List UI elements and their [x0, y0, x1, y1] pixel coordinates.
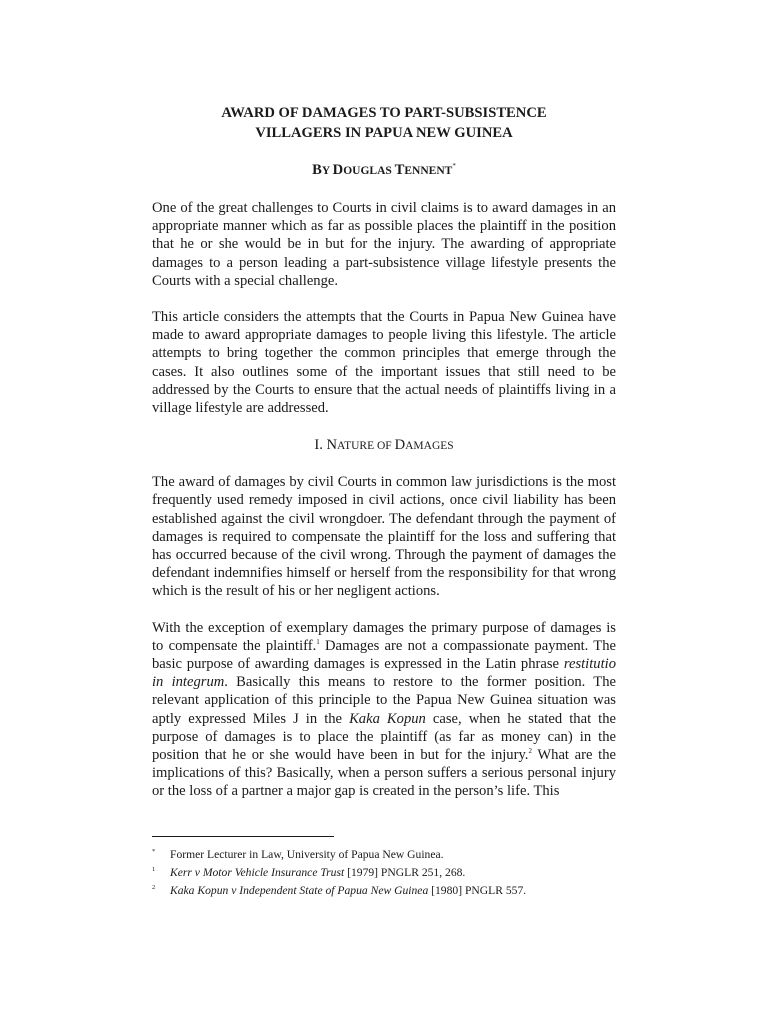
footnote-mark: 2: [152, 884, 156, 891]
section-paragraph-1: The award of damages by civil Courts in common law jurisdictions is the most frequently used remedy imposed in civil actions, once civil liability has been established against the civil wrongdoer. The defendant through the payment of damages is required to compensate the plaintiff for the loss and suffering that has occurred because of the civil wrong. Through the payment of damages the defendant indemnifies himself or herself from the responsibility for that wrong which is the result of his or her negligent actions.: [152, 474, 616, 600]
section-paragraph-2: With the exception of exemplary damages the primary purpose of damages is to compensate the plaintiff.$^1$ Damages are not a compassionate payment. The basic purpose of awarding damages is expressed in the Latin phrase restitutio in integrum. Basically this means to restore to the former position. The relevant application of this principle to the Papua New Guinea situation was aptly expressed Miles J in the Kaka Kopun case, when he stated that the purpose of damages is to place the plaintiff (as far as money can) in the position that he or she would have been in but for the injury.$^2$ What are the implications of this? Basically, when a person suffers a serious personal injury or the loss of a partner a major gap is created in the person’s life. This: [152, 619, 617, 800]
footnote-item: [152, 864, 616, 882]
footnote-citation: [1980] PNGLR 557.: [428, 884, 527, 897]
article-title: [152, 103, 616, 143]
author-footnote-mark: *: [452, 162, 456, 171]
title-line-1: AWARD OF DAMAGES TO PART-SUBSISTENCE: [221, 105, 547, 121]
footnote-case-name: Kaka Kopun v Independent State of Papua New Guinea: [170, 884, 429, 897]
case-name: Kaka Kopun: [349, 710, 426, 727]
footnote-text: Former Lecturer in Law, University of Papua New Guinea.: [170, 848, 444, 861]
footnote-mark: *: [152, 848, 156, 855]
title-line-2: VILLAGERS IN PAPUA NEW GUINEA: [255, 125, 513, 141]
footnote-mark: 1: [152, 866, 156, 873]
footnote-ref-1[interactable]: 1: [316, 638, 320, 646]
footnote-citation: [1979] PNGLR 251, 268.: [344, 866, 466, 879]
footnotes: [152, 846, 616, 900]
footnote-divider: [152, 836, 334, 837]
footnote-item: [152, 882, 616, 900]
article-body: [152, 103, 616, 801]
intro-paragraph-2: This article considers the attempts that the Courts in Papua New Guinea have made to award appropriate damages to people living this lifestyle. The article attempts to bring together the common principles that emerge through the cases. It also outlines some of the important issues that still need to be addressed by the Courts to ensure that the actual needs of plaintiffs living in a village lifestyle are addressed.: [152, 309, 616, 417]
section-heading: I. NATURE OF DAMAGES: [314, 437, 454, 454]
intro-paragraph-1: One of the great challenges to Courts in civil claims is to award damages in an appropriate manner which as far as possible places the plaintiff in the position that he or she would be in but for the injury. The awarding of appropriate damages to a person leading a part-subsistence village lifestyle presents the Courts with a special challenge.: [152, 200, 616, 289]
footnote-item: [152, 846, 616, 864]
author-byline: BY DOUGLAS TENNENT*: [312, 162, 456, 178]
footnote-ref-2[interactable]: 2: [528, 747, 532, 756]
latin-phrase: restitutio in integrum: [152, 656, 616, 691]
footnote-case-name: Kerr v Motor Vehicle Insurance Trust: [170, 866, 345, 879]
